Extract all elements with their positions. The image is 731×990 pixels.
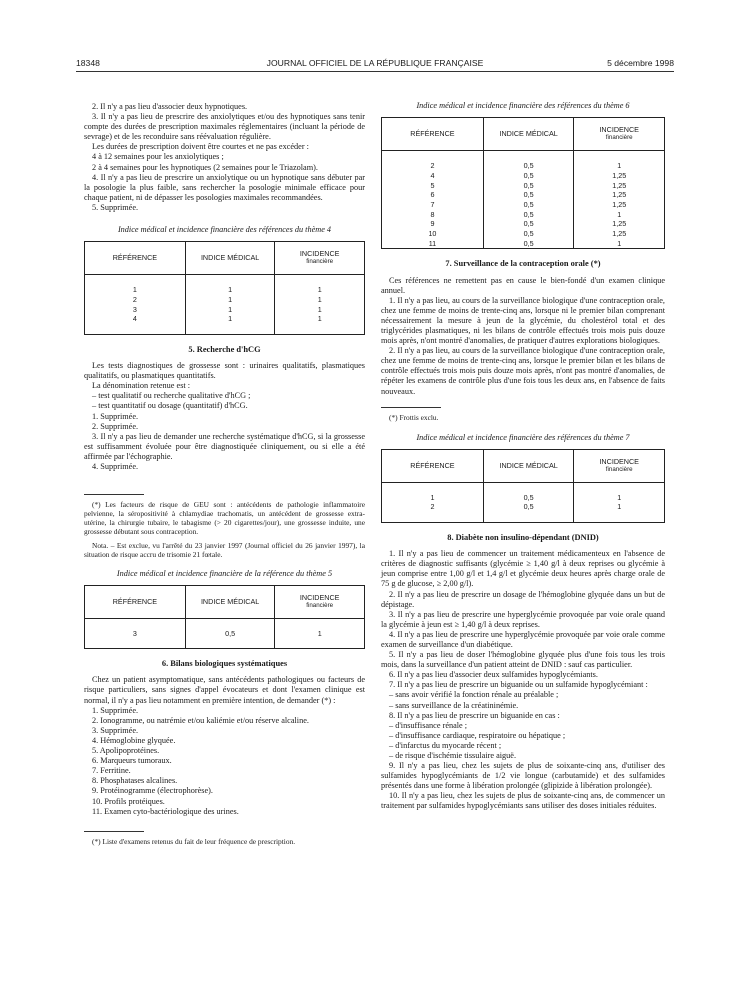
- table-theme-6: [381, 117, 665, 249]
- column-header: INCIDENCE financière: [275, 242, 365, 275]
- column-header: RÉFÉRENCE: [85, 242, 186, 275]
- paragraph: 2. Supprimée.: [92, 421, 139, 431]
- list-item: 10. Profils protéiques.: [92, 796, 165, 806]
- table-row: 3 0,5 1: [85, 629, 365, 639]
- table-theme-7: [381, 449, 665, 523]
- column-header: RÉFÉRENCE: [382, 449, 484, 482]
- list-item: – d'insuffisance cardiaque, respiratoire ou hépatique ;: [389, 730, 566, 740]
- column-header: RÉFÉRENCE: [382, 118, 484, 151]
- column-header: INCIDENCE financière: [574, 449, 665, 482]
- nota: Nota. – Est exclue, vu l'arrêté du 23 janvier 1997 (Journal officiel du 26 janvier 1997), la situation de risque accru de trisomie 21 fœtale.: [84, 540, 365, 559]
- section-title: 8. Diabète non insulino-dépendant (DNID): [447, 533, 599, 543]
- list-item: – d'insuffisance rénale ;: [389, 720, 468, 730]
- paragraph: 9. Il n'y a pas lieu, chez les sujets de plus de soixante-cinq ans, d'utiliser des sulfamides hypoglycémiants de 1/2 vie longue (carbutamide) et des sulfamides présentés dans une forme à libération prolongée (glipizide à libération prolongée).: [381, 761, 665, 791]
- table-row: 2 1 1: [85, 295, 365, 305]
- column-header: INCIDENCE financière: [574, 118, 665, 151]
- column-header: INDICE MÉDICAL: [483, 449, 574, 482]
- list-item: – d'infarctus du myocarde récent ;: [389, 740, 502, 750]
- section-title: 6. Bilans biologiques systématiques: [161, 659, 288, 669]
- list-item: 7. Ferritine.: [92, 766, 131, 776]
- paragraph: 3. Il n'y a pas lieu de prescrire une hyperglycémie provoquée par voie orale quand la glycémie à jeun est ≥ 1,40 g/l à deux reprises.: [381, 609, 665, 629]
- table-row: 6 0,5 1,25: [382, 190, 665, 200]
- table-row: 9 0,5 1,25: [382, 219, 665, 229]
- paragraph: Chez un patient asymptomatique, sans antécédents pathologiques ou facteurs de risque particuliers, sans signes d'appel évocateurs et dont l'examen clinique est normal, il n'y a pas lieu notamment en première intention, de demander (*) :: [84, 675, 365, 705]
- footnote: (*) Frottis exclu.: [389, 412, 439, 422]
- list-item: 5. Apolipoprotéines.: [92, 746, 160, 756]
- list-item: 1. Supprimée.: [92, 705, 139, 715]
- list-item: 4. Hémoglobine glyquée.: [92, 735, 176, 745]
- paragraph: 4 à 12 semaines pour les anxiolytiques ;: [92, 152, 224, 162]
- column-header: INDICE MÉDICAL: [185, 242, 275, 275]
- list-item: – de risque d'ischémie tissulaire aiguë.: [389, 751, 517, 761]
- table-caption: Indice médical et incidence financière des références du thème 4: [117, 225, 332, 235]
- paragraph: Ces références ne remettent pas en cause le bien-fondé d'un examen clinique annuel.: [381, 275, 665, 295]
- list-item: – sans surveillance de la créatininémie.: [389, 700, 519, 710]
- table-row: 2 0,5 1: [382, 161, 665, 171]
- paragraph: 4. Il n'y a pas lieu de prescrire un anxiolytique ou un hypnotique sans débuter par la posologie la plus faible, sans rechercher la posologie minimale efficace pour chaque patient, ni de dépasser les posologies maximales recommandées.: [84, 172, 365, 202]
- paragraph: 2. Il n'y a pas lieu d'associer deux hypnotiques.: [92, 102, 248, 111]
- column-header: INDICE MÉDICAL: [483, 118, 574, 151]
- table-row: 4 0,5 1,25: [382, 171, 665, 181]
- list-item: 6. Marqueurs tumoraux.: [92, 756, 172, 766]
- paragraph: Les tests diagnostiques de grossesse sont : urinaires qualitatifs, plasmatiques qualitatifs, ou plasmatiques quantitatifs.: [84, 361, 365, 381]
- table-caption: Indice médical et incidence financière des références du thème 7: [416, 432, 630, 442]
- list-item: 8. Phosphatases alcalines.: [92, 776, 178, 786]
- right-column: [381, 101, 665, 812]
- table-row: 3 1 1: [85, 305, 365, 315]
- table-theme-4: [84, 241, 365, 335]
- paragraph: 8. Il n'y a pas lieu de prescrire un biguanide en cas :: [389, 710, 560, 720]
- table-row: 8 0,5 1: [382, 210, 665, 220]
- paragraph: 4. Supprimée.: [92, 461, 139, 471]
- column-header: INCIDENCE financière: [275, 585, 365, 618]
- paragraph: 2. Il n'y a pas lieu de prescrire un dosage de l'hémoglobine glyquée dans un but de dépistage.: [381, 589, 665, 609]
- table-row: 11 0,5 1: [382, 239, 665, 249]
- list-item: – sans avoir vérifié la fonction rénale au préalable ;: [389, 690, 559, 700]
- column-header: INDICE MÉDICAL: [185, 585, 275, 618]
- paragraph: 1. Il n'y a pas lieu, au cours de la surveillance biologique d'une contraception orale, chez une femme de moins de trente-cinq ans, lorsque ni le premier bilan comprenant nécessairement la mesure à jeun de la glycémie, du cholestérol total et des triglycérides plasmatiques, ni les bilans de contrôle effectués trois mois puis douze mois après, n'ont montré d'anomalies, de pratiquer d'autres explorations biologiques.: [381, 295, 665, 346]
- page-number: 18348: [76, 58, 100, 68]
- paragraph: 5. Supprimée.: [92, 202, 139, 212]
- paragraph: Les durées de prescription doivent être courtes et ne pas excéder :: [92, 142, 309, 152]
- issue-date: 5 décembre 1998: [607, 58, 674, 68]
- table-caption: Indice médical et incidence financière des références du thème 6: [416, 101, 630, 110]
- paragraph: – test quantitatif ou dosage (quantitatif) d'hCG.: [92, 401, 248, 411]
- table-row: 1 1 1: [85, 285, 365, 295]
- header-rule: [76, 71, 674, 72]
- section-title: 5. Recherche d'hCG: [188, 344, 261, 354]
- table-row: 4 1 1: [85, 314, 365, 324]
- table-row: 7 0,5 1,25: [382, 200, 665, 210]
- table-row: 1 0,5 1: [382, 493, 665, 503]
- table-caption: Indice médical et incidence financière de la référence du thème 5: [116, 568, 333, 578]
- footnote: (*) Les facteurs de risque de GEU sont : antécédents de pathologie inflammatoire pelvienne, la séropositivité à chlamydiae trachomatis, un antécédent de grossesse extra-utérine, la chirurgie tubaire, le tabagisme (> 20 cigarettes/jour), une grossesse induite, une grossesse débutant sous contraception.: [84, 500, 365, 536]
- paragraph: 2 à 4 semaines pour les hypnotiques (2 semaines pour le Triazolam).: [92, 162, 318, 172]
- paragraph: 7. Il n'y a pas lieu de prescrire un biguanide ou un sulfamide hypoglycémiant :: [389, 680, 648, 690]
- list-item: 3. Supprimée.: [92, 725, 139, 735]
- list-item: 11. Examen cyto-bactériologique des urines.: [92, 806, 239, 816]
- paragraph: – test qualitatif ou recherche qualitative d'hCG ;: [92, 391, 251, 401]
- paragraph: 2. Il n'y a pas lieu, au cours de la surveillance biologique d'une contraception orale, chez une femme de moins de trente-cinq ans, lorsque le premier bilan et les bilans de contrôle effectués trois mois puis douze mois après, n'ont pas montré d'anomalies, de répéter les examens de contrôle plus d'une fois tous les deux ans, en l'absence de faits nouveaux.: [381, 346, 665, 396]
- list-item: 9. Protéinogramme (électrophorèse).: [92, 786, 213, 796]
- section-title: 7. Surveillance de la contraception orale (*): [445, 259, 601, 269]
- paragraph: La dénomination retenue est :: [92, 381, 191, 391]
- paragraph: 3. Il n'y a pas lieu de prescrire des anxiolytiques et/ou des hypnotiques sans tenir compte des durées de prescription maximales réglementaires (incluant la période de sevrage) et de les reconduire sans réévaluation régulière.: [84, 112, 365, 142]
- table-row: 5 0,5 1,25: [382, 181, 665, 191]
- paragraph: 10. Il n'y a pas lieu, chez les sujets de plus de soixante-cinq ans, de commencer un traitement par sulfamides hypoglycémiants sans utiliser des doses initiales réduites.: [381, 791, 665, 811]
- list-item: 2. Ionogramme, ou natrémie et/ou kaliémie et/ou réserve alcaline.: [92, 715, 309, 725]
- footnote-rule: [84, 831, 144, 832]
- table-theme-5: [84, 585, 365, 650]
- paragraph: 1. Supprimée.: [92, 411, 139, 421]
- paragraph: 4. Il n'y a pas lieu de prescrire une hyperglycémie provoquée par voie orale comme examen de surveillance d'un diabétique.: [381, 629, 665, 649]
- column-header: RÉFÉRENCE: [85, 585, 186, 618]
- left-column: [84, 102, 365, 847]
- table-row: 10 0,5 1,25: [382, 229, 665, 239]
- paragraph: 5. Il n'y a pas lieu de doser l'hémoglobine glyquée plus d'une fois tous les trois mois, dans la surveillance d'un patient atteint de DNID : sauf cas particulier.: [381, 650, 665, 670]
- paragraph: 1. Il n'y a pas lieu de commencer un traitement médicamenteux en l'absence de critères de diagnostic suffisants (glycémie ≥ 1,40 g/l à deux reprises ou glycémie à jeun comprise entre 1,00 g/l et 1,4 g/l et glycémie deux heures après charge orale de 75 g de glucose, ≥ 2,00 g/l).: [381, 549, 665, 589]
- footnote-rule: [84, 494, 144, 495]
- journal-title: JOURNAL OFFICIEL DE LA RÉPUBLIQUE FRANÇAISE: [266, 58, 484, 68]
- paragraph: 6. Il n'y a pas lieu d'associer deux sulfamides hypoglycémiants.: [389, 670, 598, 680]
- table-row: 2 0,5 1: [382, 502, 665, 512]
- footnote: (*) Liste d'examens retenus du fait de leur fréquence de prescription.: [92, 836, 296, 846]
- footnote-rule: [381, 407, 441, 408]
- paragraph: 3. Il n'y a pas lieu de demander une recherche systématique d'hCG, si la grossesse est suffisamment évoluée pour être diagnostiquée cliniquement, ou si elle a été affirmée par l'échographie.: [84, 431, 365, 461]
